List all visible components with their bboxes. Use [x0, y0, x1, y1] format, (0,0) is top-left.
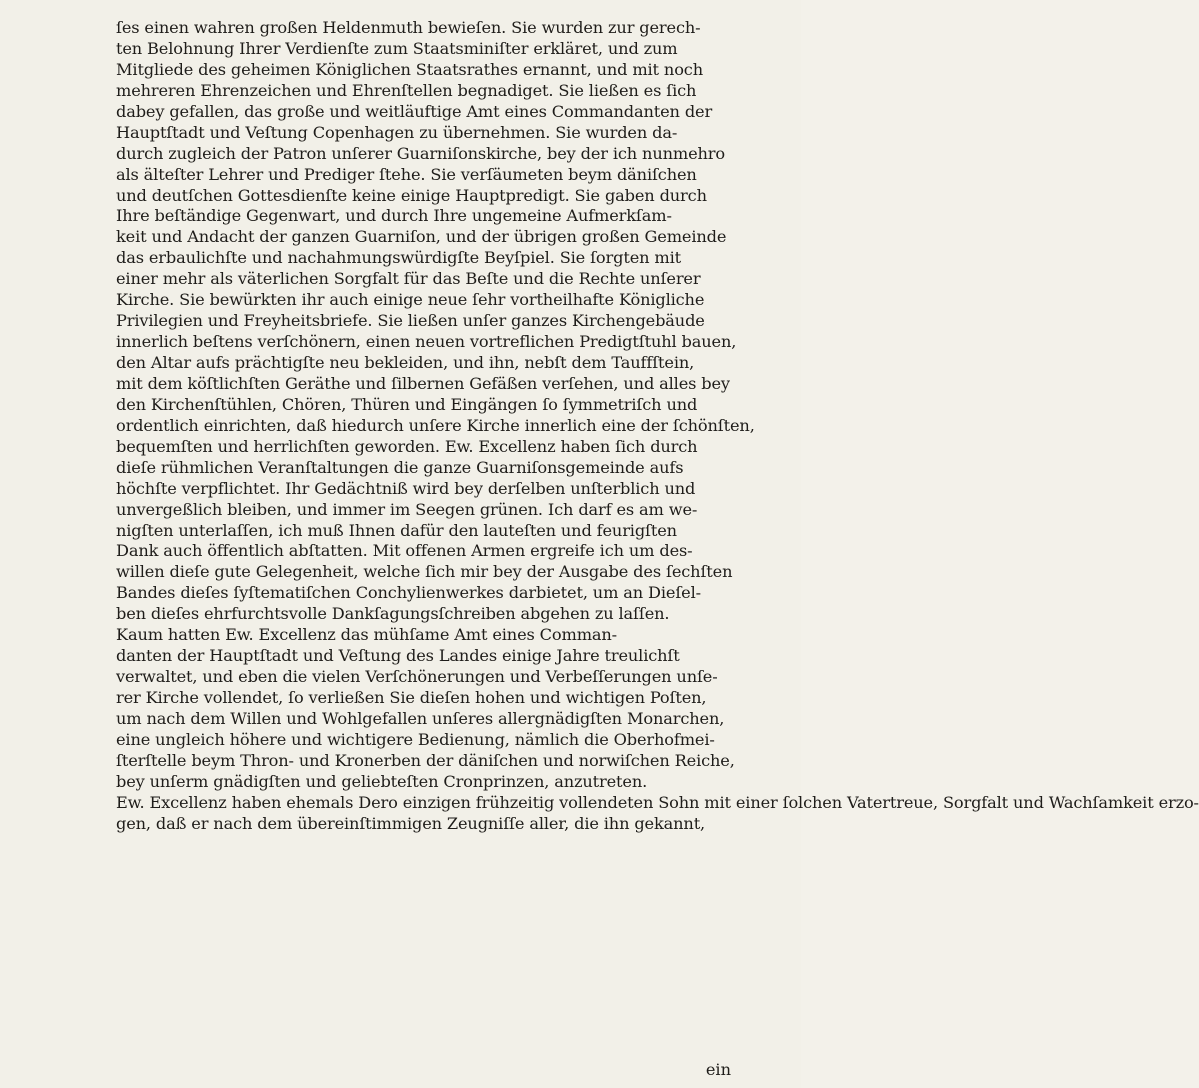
text-line: ordentlich einrichten, daß hiedurch unſere Kirche innerlich eine der ſchönſten, [116, 415, 755, 435]
text-line: den Altar aufs prächtigſte neu bekleiden, und ihn, nebſt dem Tauffſtein, [116, 353, 695, 372]
text-line: danten der Hauptſtadt und Veſtung des Landes einige Jahre treulichſt [116, 646, 680, 666]
text-line: um nach dem Willen und Wohlgefallen unſeres allergnädigſten Monarchen, [116, 708, 725, 728]
text-line: Bandes dieſes ſyſtematiſchen Conchylienwerkes darbietet, um an Dieſel- [116, 583, 701, 603]
text-line: willen dieſe gute Gelegenheit, welche ſich mir bey der Ausgabe des ſechſten [116, 562, 733, 582]
text-line: Kirche. Sie bewürkten ihr auch einige neue ſehr vortheilhafte Königliche [116, 290, 705, 310]
text-line: Ew. Excellenz haben ehemals Dero einzigen frühzeitig vollendeten Sohn mit einer ſolchen Vatertreue, Sorgfalt und Wachſamkeit erzo- [116, 792, 1199, 812]
text-line: als älteſter Lehrer und Prediger ſtehe. Sie verſäumeten beym däniſchen [116, 164, 697, 184]
text-line: ſterſtelle beym Thron- und Kronerben der däniſchen und norwiſchen Reiche, [116, 750, 735, 770]
body-text [116, 18, 1199, 835]
text-line: durch zugleich der Patron unſerer Guarniſonskirche, bey der ich nunmehro [116, 143, 725, 163]
text-line: das erbaulichſte und nachahmungswürdigſte Beyſpiel. Sie ſorgten mit [116, 248, 681, 268]
text-line: nigſten unterlaſſen, ich muß Ihnen dafür den lauteſten und feurigſten [116, 520, 677, 540]
catchword: ein [705, 1060, 731, 1079]
text-line: ten Belohnung Ihrer Verdienſte zum Staatsminiſter erkläret, und zum [116, 38, 678, 58]
text-line: höchſte verpflichtet. Ihr Gedächtniß wird bey derſelben unſterblich und [116, 478, 696, 498]
text-line: bequemſten und herrlichſten geworden. Ew. Excellenz haben ſich durch [116, 436, 698, 456]
text-line: mehreren Ehrenzeichen und Ehrenſtellen begnadiget. Sie ließen es ſich [116, 80, 697, 100]
text-line: den Kirchenſtühlen, Chören, Thüren und Eingängen ſo ſymmetriſch und [116, 394, 698, 414]
text-line: Hauptſtadt und Veſtung Copenhagen zu übernehmen. Sie wurden da- [116, 122, 678, 142]
text-line: gen, daß er nach dem übereinſtimmigen Zeugniſſe aller, die ihn gekannt, [116, 813, 706, 833]
text-line: Kaum hatten Ew. Excellenz das mühſame Amt eines Comman- [116, 625, 617, 645]
text-line: Mitgliede des geheimen Königlichen Staatsrathes ernannt, und mit noch [116, 59, 703, 79]
text-line: Dank auch öffentlich abſtatten. Mit offenen Armen ergreife ich um des- [116, 541, 693, 561]
text-line: bey unſerm gnädigſten und geliebteſten Cronprinzen, anzutreten. [116, 771, 648, 791]
text-line: mit dem köſtlichſten Geräthe und ſilbernen Gefäßen verſehen, und alles bey [116, 373, 730, 393]
text-line: unvergeßlich bleiben, und immer im Seegen grünen. Ich darf es am we- [116, 499, 698, 519]
text-line: Privilegien und Freyheitsbriefe. Sie ließen unſer ganzes Kirchengebäude [116, 311, 705, 331]
text-line: innerlich beſtens verſchönern, einen neuen vortreflichen Predigtſtuhl bauen, [116, 332, 737, 352]
text-line: rer Kirche vollendet, ſo verließen Sie dieſen hohen und wichtigen Poſten, [116, 688, 707, 707]
text-line: und deutſchen Gottesdienſte keine einige Hauptpredigt. Sie gaben durch [116, 185, 707, 205]
text-line: ben dieſes ehrfurchtsvolle Dankſagungsſchreiben abgehen zu laſſen. [116, 604, 670, 624]
text-line: verwaltet, und eben die vielen Verſchönerungen und Verbeſſerungen unſe- [116, 667, 718, 687]
text-line: keit und Andacht der ganzen Guarniſon, und der übrigen großen Gemeinde [116, 227, 727, 247]
text-line: dieſe rühmlichen Veranſtaltungen die ganze Guarniſonsgemeinde aufs [116, 457, 684, 477]
text-line: dabey gefallen, das große und weitläuftige Amt eines Commandanten der [116, 101, 713, 121]
text-line: Ihre beſtändige Gegenwart, und durch Ihre ungemeine Aufmerkſam- [116, 206, 672, 226]
text-line: einer mehr als väterlichen Sorgfalt für das Beſte und die Rechte unſerer [116, 269, 701, 289]
text-line: eine ungleich höhere und wichtigere Bedienung, nämlich die Oberhofmei- [116, 729, 715, 749]
text-line: ſes einen wahren großen Heldenmuth bewieſen. Sie wurden zur gerech- [116, 18, 701, 37]
